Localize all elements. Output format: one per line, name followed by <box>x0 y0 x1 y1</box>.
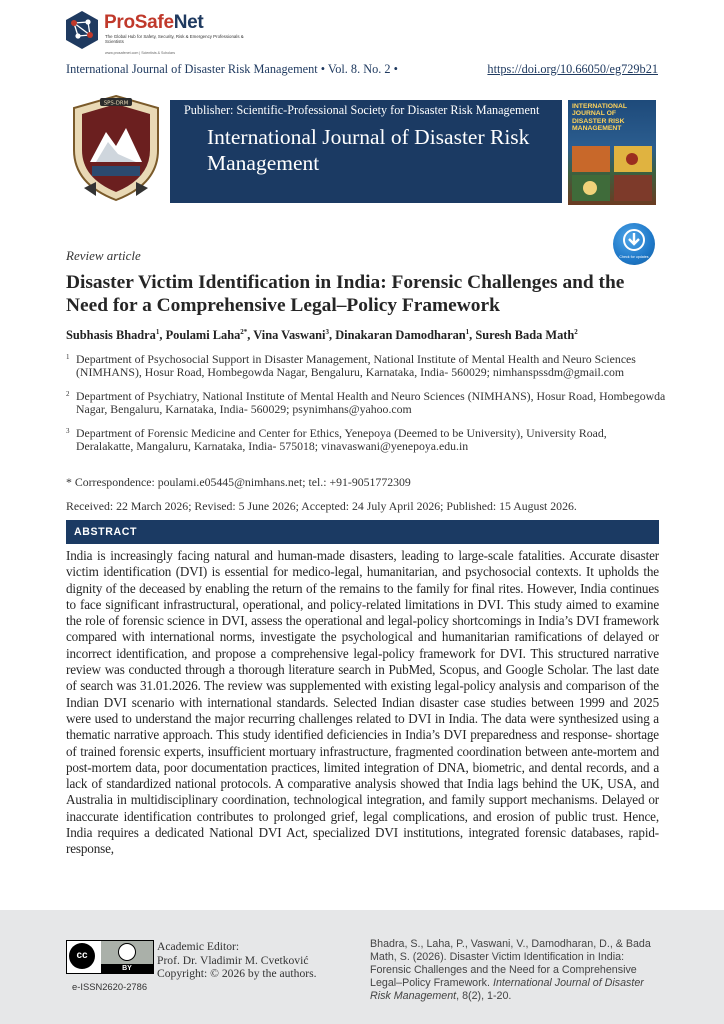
editor-block <box>157 940 317 981</box>
affiliation-number: 3 <box>66 426 70 435</box>
author-affiliation-marker: 3 <box>325 328 329 336</box>
journal-cover-image[interactable] <box>568 100 656 205</box>
author-name: Suresh Bada Math <box>475 328 575 343</box>
journal-banner <box>170 100 562 203</box>
affiliation-number: 1 <box>66 353 70 361</box>
citation-journal: International Journal of Disaster Risk Management <box>370 976 644 1002</box>
journal-title: International Journal of Disaster Risk Management <box>207 125 530 175</box>
author-affiliation-marker: 2 <box>574 328 578 336</box>
brand-url: www.prosafenet.com | Scientists & Scholars <box>105 51 176 55</box>
check-for-updates-label: Check for updates <box>619 255 649 259</box>
publisher-line: Publisher: Scientific-Professional Society for Disaster Risk Management <box>184 103 540 117</box>
affiliation-text: Department of Psychiatry, National Institute of Mental Health and Neuro Sciences (NIMHANS), Hosur Road, Hombegowda Nagar, Bengaluru, Karnataka, India- 560029; psynimhans@yahoo.com <box>76 388 666 417</box>
affiliation-list <box>66 353 666 463</box>
cc-attribution-person-icon <box>118 943 136 961</box>
author-affiliation-marker: 1 <box>155 328 160 336</box>
citation-volume: , 8(2), 1-20. <box>456 989 512 1002</box>
affiliation-item <box>66 427 666 454</box>
affiliation-text: Department of Psychosocial Support in Disaster Management, National Institute of Mental Health and Neuro Sciences (NIMHANS), Hosur Road, Hombegowda Nagar, Bengaluru, Karnataka, India- 560029; nimhanspssdm@gmail.com <box>76 352 636 380</box>
author-name: Dinakaran Damodharan <box>335 328 466 343</box>
journal-issue-header: International Journal of Disaster Risk Management • Vol. 8. No. 2 • <box>66 62 398 76</box>
copyright-line: Copyright: © 2026 by the authors. <box>157 967 317 980</box>
abstract-heading: ABSTRACT <box>74 526 138 538</box>
citation-block <box>370 938 660 1003</box>
author-affiliation-marker: 1 <box>465 328 470 336</box>
author-separator: , <box>159 328 166 343</box>
author-affiliation-marker: 2* <box>240 328 248 336</box>
brand-name-blue: Net <box>173 12 204 33</box>
brand-name-red: ProSafe <box>104 12 174 33</box>
network-logo-icon <box>64 10 100 50</box>
article-type: Review article <box>66 248 141 263</box>
author-separator: , <box>247 328 254 343</box>
author-name: Subhasis Bhadra <box>66 328 156 343</box>
cc-license-badge[interactable] <box>66 940 154 974</box>
affiliation-item <box>66 353 666 380</box>
brand-tagline: The Global Hub for Safety, Security, Risk & Emergency Professionals & Scientists <box>105 34 244 44</box>
editor-name: Prof. Dr. Vladimir M. Cvetković <box>157 953 309 967</box>
issn: e-ISSN2620-2786 <box>72 981 148 992</box>
author-separator: , <box>469 328 476 343</box>
check-for-updates-icon <box>622 228 646 252</box>
correspondence-line: * Correspondence: poulami.e05445@nimhans.net; tel.: +91-9051772309 <box>66 475 411 489</box>
prosafenet-logo[interactable] <box>64 10 274 54</box>
society-seal-icon <box>66 92 166 204</box>
author-list <box>66 328 578 343</box>
editor-label: Academic Editor: <box>157 940 240 953</box>
publication-dates: Received: 22 March 2026; Revised: 5 June 2026; Accepted: 24 July April 2026; Published: 15 August 2026. <box>66 499 577 513</box>
abstract-header-bar <box>66 520 659 544</box>
doi-link[interactable]: https://doi.org/10.66050/eg729b21 <box>487 62 658 76</box>
author-name: Vina Vaswani <box>253 328 326 343</box>
affiliation-number: 2 <box>66 389 70 398</box>
affiliation-item <box>66 390 666 417</box>
affiliation-text: Department of Forensic Medicine and Center for Ethics, Yenepoya (Deemed to be University), University Road, Deralakatte, Mangaluru, Karnataka, India- 575018; vinavaswani@yenepoya.edu.in <box>76 425 607 454</box>
abstract-body: India is increasingly facing natural and human-made disasters, leading to large-scale fatalities. Accurate disaster victim identification (DVI) is essential for medico-legal, humanitarian, and psychosocial contexts. It upholds the dignity of the deceased by enabling the return of the remains to the family for final rites. However, India continues to face significant infrastructural, operational, and policy-related limitations in DVI. This study aimed to examine the role of forensic science in DVI, assess the operational and legal-policy shortcomings in India’s DVI framework compared with international norms, investigate the psychological and humanitarian ramifications of delayed or incorrect identification, and propose a comprehensive legal-policy framework for DVI. This structured narrative review was conducted through a thorough literature search in PubMed, Scopus, and Google Scholar. The last date of search was 31.01.2026. The review was supplemented with existing legal-policy analysis and comparison of the Indian DVI scenario with international standards. Selected Indian disaster case studies between 1999 and 2025 were used to understand the major recurring challenges related to DVI in India. The data were synthesized using a thematic narrative approach. This study identified deficiencies in India’s DVI preparedness and response- shortage of trained forensic experts, insufficient mortuary infrastructure, fragmented coordination between ante-mortem and post-mortem data, poor documentation practices, limited integration of DNA, biometric, and dental records, and a lack of standardized national protocols. A comparative analysis showed that India lags behind the UK, USA, and Australia in multidisciplinary coordination, technological integration, and family support mechanisms. Delayed or inaccurate identification contributes to prolonged grief, legal complications, and erosion of public trust. Hence, India requires a dedicated National DVI Act, specialized DVI institutions, integrated forensic databases, rapid-response, <box>66 548 659 857</box>
cover-photo-collage <box>568 142 656 205</box>
cc-by-label: BY <box>101 964 153 973</box>
author-separator: , <box>328 328 336 343</box>
citation-text: Bhadra, S., Laha, P., Vaswani, V., Damodharan, D., & Bada Math, S. (2026). Disaster Victim Identification in India: Forensic Challenges and the Need for a Comprehensive Legal–Policy Framework. <box>370 938 651 989</box>
cc-license-icon: cc <box>69 943 95 969</box>
page-footer <box>0 910 724 1024</box>
cc-attribution-panel <box>101 941 153 973</box>
brand-name <box>104 12 203 34</box>
seal-text: SPS-DRM <box>103 100 129 107</box>
cover-title: INTERNATIONAL JOURNAL OF DISASTER RISK MANAGEMENT <box>572 103 627 133</box>
check-for-updates-button[interactable] <box>613 223 655 265</box>
author-name: Poulami Laha <box>165 328 241 343</box>
article-title: Disaster Victim Identification in India: Forensic Challenges and the Need for a Comprehensive Legal–Policy Framework <box>66 272 625 316</box>
